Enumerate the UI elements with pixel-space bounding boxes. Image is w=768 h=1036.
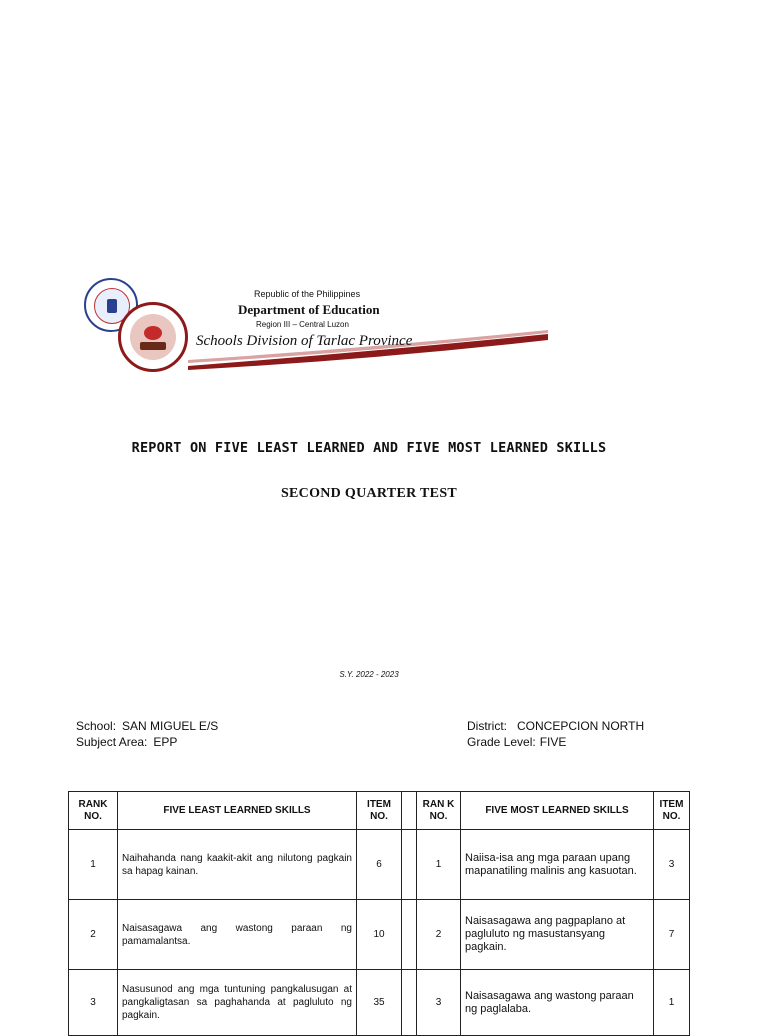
- grade-value: FIVE: [539, 735, 567, 749]
- school-value: SAN MIGUEL E/S: [122, 719, 219, 733]
- least-rank: 2: [69, 900, 118, 970]
- least-skill: Naihahanda nang kaakit-akit ang nilutong pagkain sa hapag kainan.: [118, 830, 357, 900]
- grade-line: [467, 734, 644, 750]
- header-spacer: [402, 792, 417, 830]
- least-item: 35: [357, 970, 402, 1036]
- most-rank: 2: [417, 900, 461, 970]
- district-line: [467, 718, 644, 734]
- most-skill: Naisasagawa ang pagpaplano at pagluluto ng masustansyang pagkain.: [461, 900, 654, 970]
- least-rank: 3: [69, 970, 118, 1036]
- district-value: CONCEPCION NORTH: [517, 719, 645, 733]
- row-spacer: [402, 900, 417, 970]
- most-rank: 1: [417, 830, 461, 900]
- row-spacer: [402, 830, 417, 900]
- header-item-right: ITEM NO.: [654, 792, 690, 830]
- subject-line: [76, 734, 218, 750]
- region-label: Region III – Central Luzon: [256, 320, 349, 329]
- least-item: 6: [357, 830, 402, 900]
- header-item-left: ITEM NO.: [357, 792, 402, 830]
- most-rank: 3: [417, 970, 461, 1036]
- table-row: [69, 900, 690, 970]
- most-item: 3: [654, 830, 690, 900]
- department-name: Department of Education: [238, 302, 380, 317]
- most-item: 7: [654, 900, 690, 970]
- report-title: REPORT ON FIVE LEAST LEARNED AND FIVE MOST LEARNED SKILLS: [131, 440, 607, 456]
- district-label: District:: [467, 719, 507, 733]
- header-rank-right: RAN K NO.: [417, 792, 461, 830]
- header-most-skills: FIVE MOST LEARNED SKILLS: [461, 792, 654, 830]
- most-skill: Naisasagawa ang wastong paraan ng paglalaba.: [461, 970, 654, 1036]
- row-spacer: [402, 970, 417, 1036]
- school-line: [76, 718, 218, 734]
- grade-label: Grade Level:: [467, 735, 536, 749]
- skills-table: [68, 791, 690, 1036]
- most-skill: Naiisa-isa ang mga paraan upang mapanatiling malinis ang kasuotan.: [461, 830, 654, 900]
- subject-label: Subject Area:: [76, 735, 148, 749]
- school-year: S.Y. 2022 - 2023: [339, 670, 399, 679]
- division-name: Schools Division of Tarlac Province: [196, 333, 413, 349]
- info-left: [76, 718, 218, 750]
- header-least-skills: FIVE LEAST LEARNED SKILLS: [118, 792, 357, 830]
- least-item: 10: [357, 900, 402, 970]
- table-header-row: [69, 792, 690, 830]
- header-banner: [78, 272, 548, 376]
- least-rank: 1: [69, 830, 118, 900]
- report-subtitle: SECOND QUARTER TEST: [280, 486, 458, 501]
- table-row: [69, 970, 690, 1036]
- most-item: 1: [654, 970, 690, 1036]
- info-right: [467, 718, 644, 750]
- least-skill: Nasusunod ang mga tuntuning pangkalusugan at pangkaligtasan sa paghahanda at pagluluto ng pagkain.: [118, 970, 357, 1036]
- least-skill: Naisasagawa ang wastong paraan ng pamamalantsa.: [118, 900, 357, 970]
- subject-value: EPP: [153, 735, 178, 749]
- sdo-tarlac-seal-icon: [118, 302, 188, 372]
- table-row: [69, 830, 690, 900]
- header-rank-left: RANK NO.: [69, 792, 118, 830]
- school-label: School:: [76, 719, 117, 733]
- republic-label: Republic of the Philippines: [254, 289, 361, 299]
